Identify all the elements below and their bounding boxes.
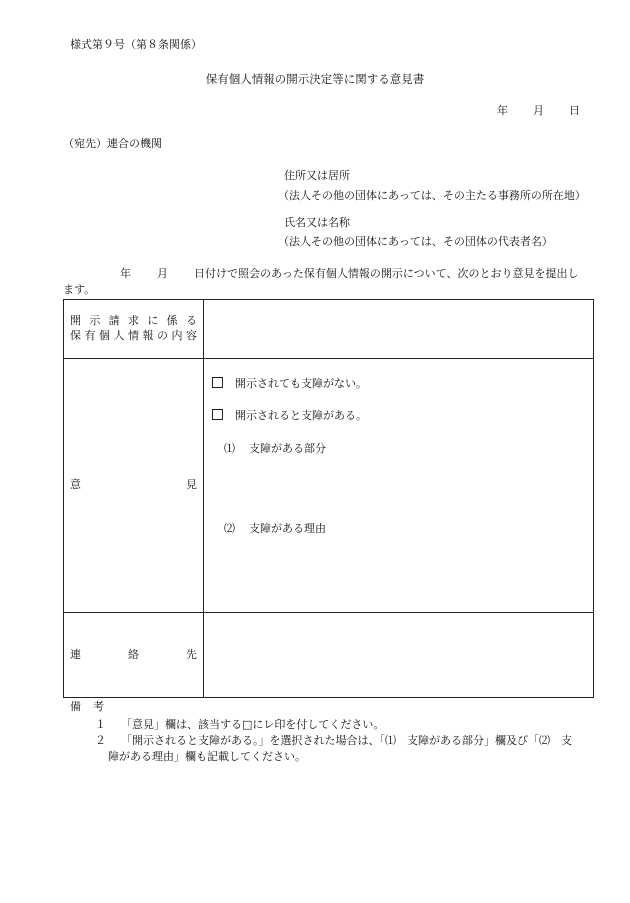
address-note: （法人その他の団体にあっては、その主たる事務所の所在地） bbox=[278, 189, 586, 202]
address-label: 住所又は居所 bbox=[284, 169, 350, 182]
form-number: 様式第９号（第８条関係） bbox=[70, 38, 202, 51]
sub2-number: ⑵ bbox=[224, 522, 235, 535]
date-line bbox=[497, 104, 580, 119]
option-no-objection[interactable] bbox=[212, 377, 367, 392]
name-label: 氏名又は名称 bbox=[284, 216, 350, 229]
request-info-field[interactable] bbox=[204, 300, 594, 359]
contact-label-cell bbox=[64, 613, 204, 698]
opinion-label: 意 見 bbox=[70, 478, 197, 492]
contact-field[interactable] bbox=[204, 613, 594, 698]
intro-text: 日付けで照会のあった保有個人情報の開示について、次のとおり意見を提出し bbox=[194, 267, 579, 280]
note1-text: 「意見」欄は、該当する□にレ印を付してください。 bbox=[121, 718, 385, 731]
sub1-number: ⑴ bbox=[224, 442, 235, 455]
request-info-label-line1: 開 示 請 求 に 係 る bbox=[70, 314, 197, 328]
date-day: 日 bbox=[569, 104, 580, 117]
date-month: 月 bbox=[533, 104, 544, 117]
sub2-label: 支障がある理由 bbox=[249, 522, 326, 535]
name-note: （法人その他の団体にあっては、その団体の代表者名） bbox=[278, 235, 553, 248]
note2-number: ２ bbox=[95, 734, 106, 747]
remark-note-2-continued: 障がある理由」欄も記載してください。 bbox=[108, 750, 306, 763]
note2-text: 「開示されると支障がある。」を選択された場合は、「⑴ 支障がある部分」欄及び「⑵ 支 bbox=[121, 734, 572, 747]
remark-note-2 bbox=[95, 734, 572, 749]
option-objection-label: 開示されると支障がある。 bbox=[235, 409, 367, 422]
request-info-label-cell bbox=[64, 300, 204, 359]
intro-month: 月 bbox=[157, 267, 168, 280]
intro-line-2: ます。 bbox=[63, 283, 96, 296]
contact-label: 連 絡 先 bbox=[70, 647, 197, 661]
opinion-label-cell bbox=[64, 359, 204, 613]
request-info-label-line2: 保 有 個 人 情 報 の 内 容 bbox=[70, 329, 197, 342]
objection-part-field[interactable] bbox=[224, 442, 326, 457]
sub1-label: 支障がある部分 bbox=[249, 442, 326, 455]
note1-number: １ bbox=[95, 718, 106, 731]
opinion-field bbox=[204, 359, 594, 613]
recipient: （宛先）連合の機関 bbox=[63, 137, 162, 150]
remarks-heading: 備 考 bbox=[70, 700, 104, 713]
document-title: 保有個人情報の開示決定等に関する意見書 bbox=[205, 72, 425, 86]
opinion-form-table bbox=[63, 299, 594, 698]
intro-year: 年 bbox=[120, 267, 131, 280]
remark-note-1 bbox=[95, 718, 384, 733]
date-year: 年 bbox=[497, 104, 508, 117]
objection-reason-field[interactable] bbox=[224, 522, 326, 537]
option-no-objection-label: 開示されても支障がない。 bbox=[235, 377, 367, 390]
checkbox-objection[interactable] bbox=[212, 409, 223, 420]
checkbox-no-objection[interactable] bbox=[212, 377, 223, 388]
option-objection[interactable] bbox=[212, 409, 367, 424]
intro-line-1 bbox=[120, 267, 578, 282]
